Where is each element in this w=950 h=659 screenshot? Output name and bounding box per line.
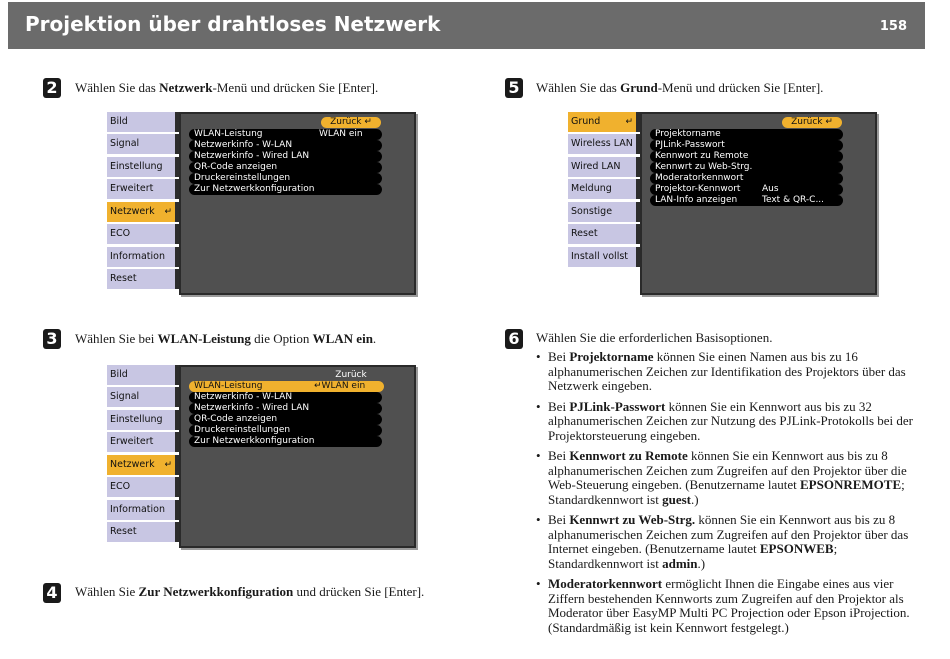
menu-tab[interactable]: Wired LAN <box>568 157 640 177</box>
menu-panel <box>179 365 416 548</box>
menu-row[interactable]: Kennwrt zu Web-Strg. <box>650 162 843 173</box>
page-number: 158 <box>879 19 907 34</box>
menu-tab[interactable]: ECO <box>107 477 179 497</box>
back-button[interactable]: Zurück ↵ <box>782 117 842 128</box>
menu-tab[interactable]: Information <box>107 247 179 267</box>
menu-row[interactable]: WLAN-Leistung WLAN ein <box>189 129 382 140</box>
list-item: • Bei PJLink-Passwort können Sie ein Kennwort aus bis zu 32 alphanumerischen Zeichen zur Nutzung des PJLink-Protokolls bei der Projektorsteuerung eingeben. <box>536 400 916 444</box>
step-5-number: 5 <box>505 78 523 98</box>
menu-tab[interactable]: Reset <box>107 522 179 542</box>
menu-tab[interactable]: Reset <box>107 269 179 289</box>
menu-row[interactable]: Netzwerkinfo - W-LAN <box>189 140 382 151</box>
page-header <box>8 2 925 49</box>
menu-tab[interactable]: Information <box>107 500 179 520</box>
menu-row[interactable]: Zur Netzwerkkonfiguration <box>189 184 382 195</box>
menu-tab-selected[interactable]: Netzwerk ↵ <box>107 202 179 222</box>
menu-tab[interactable]: ECO <box>107 224 179 244</box>
menu-row[interactable]: Kennwort zu Remote <box>650 151 843 162</box>
menu-tab[interactable]: Reset <box>568 224 640 244</box>
menu-row[interactable]: Projektorname <box>650 129 843 140</box>
list-item: • Bei Kennwort zu Remote können Sie ein Kennwort aus bis zu 8 alphanumerischen Zeichen zum Zugreifen auf den Projektor über die Web-Steuerung eingeben. (Benutzername lautet EPSONREMOTE; Standardkennwort ist guest.) <box>536 449 916 507</box>
menu-row[interactable]: Moderatorkennwort <box>650 173 843 184</box>
step-4-text: Wählen Sie Zur Netzwerkkonfiguration und drücken Sie [Enter]. <box>75 584 425 599</box>
menu-tab[interactable]: Install vollst <box>568 247 640 267</box>
menu-tab[interactable]: Sonstige <box>568 202 640 222</box>
step-3-number: 3 <box>43 329 61 349</box>
menu-row[interactable]: Netzwerkinfo - W-LAN <box>189 392 382 403</box>
step-2-text: Wählen Sie das Netzwerk-Menü und drücken Sie [Enter]. <box>75 80 379 95</box>
menu-row[interactable]: Druckereinstellungen <box>189 173 382 184</box>
options-list <box>536 350 916 641</box>
list-item: • Bei Kennwrt zu Web-Strg. können Sie ein Kennwort aus bis zu 8 alphanumerischen Zeichen zum Zugreifen auf den Projektor über das Internet eingeben. (Benutzername lautet EPSONWEB; Standardkennwort ist admin.) <box>536 513 916 571</box>
menu-tab[interactable]: Signal <box>107 134 179 154</box>
page-title: Projektion über drahtloses Netzwerk <box>25 12 441 36</box>
menu-tab[interactable]: Bild <box>107 365 179 385</box>
menu-row[interactable]: LAN-Info anzeigen Text & QR-C... <box>650 195 843 206</box>
back-button[interactable]: Zurück <box>335 370 367 380</box>
menu-row[interactable]: Netzwerkinfo - Wired LAN <box>189 403 382 414</box>
menu-row-selected[interactable]: WLAN-Leistung ↵WLAN ein <box>189 381 384 392</box>
menu-tab[interactable]: Meldung <box>568 179 640 199</box>
list-item: • Moderatorkennwort ermöglicht Ihnen die Eingabe eines aus vier Ziffern bestehenden Kennworts zum Zugreifen auf den Projektor als Moderator über EasyMP Multi PC Projection oder Epson iProjection. (Standardmäßig ist kein Kennwort festgelegt.) <box>536 577 916 635</box>
menu-tab[interactable]: Erweitert <box>107 179 179 199</box>
step-6-number: 6 <box>505 329 523 349</box>
menu-panel <box>640 112 877 295</box>
menu-row[interactable]: Netzwerkinfo - Wired LAN <box>189 151 382 162</box>
step-6-text: Wählen Sie die erforderlichen Basisoptionen. <box>536 330 773 345</box>
menu-row[interactable]: QR-Code anzeigen <box>189 414 382 425</box>
menu-tab[interactable]: Erweitert <box>107 432 179 452</box>
list-item: • Bei Projektorname können Sie einen Namen aus bis zu 16 alphanumerischen Zeichen zur Identifikation des Projektors über das Netzwerk eingeben. <box>536 350 916 394</box>
menu-row[interactable]: Zur Netzwerkkonfiguration <box>189 436 382 447</box>
menu-tab[interactable]: Signal <box>107 387 179 407</box>
menu-row[interactable]: Druckereinstellungen <box>189 425 382 436</box>
menu-row[interactable]: Projektor-Kennwort Aus <box>650 184 843 195</box>
step-3-text: Wählen Sie bei WLAN-Leistung die Option WLAN ein. <box>75 331 377 346</box>
menu-tab-selected[interactable]: Grund ↵ <box>568 112 640 132</box>
menu-panel <box>179 112 416 295</box>
back-button[interactable]: Zurück ↵ <box>321 117 381 128</box>
menu-row[interactable]: QR-Code anzeigen <box>189 162 382 173</box>
step-2-number: 2 <box>43 78 61 98</box>
menu-tab[interactable]: Bild <box>107 112 179 132</box>
menu-tab[interactable]: Einstellung <box>107 157 179 177</box>
step-4-number: 4 <box>43 583 61 603</box>
menu-tab[interactable]: Einstellung <box>107 410 179 430</box>
step-5-text: Wählen Sie das Grund-Menü und drücken Sie [Enter]. <box>536 80 824 95</box>
menu-tab[interactable]: Wireless LAN <box>568 134 640 154</box>
menu-tab-selected[interactable]: Netzwerk ↵ <box>107 455 179 475</box>
menu-row[interactable]: PJLink-Passwort <box>650 140 843 151</box>
